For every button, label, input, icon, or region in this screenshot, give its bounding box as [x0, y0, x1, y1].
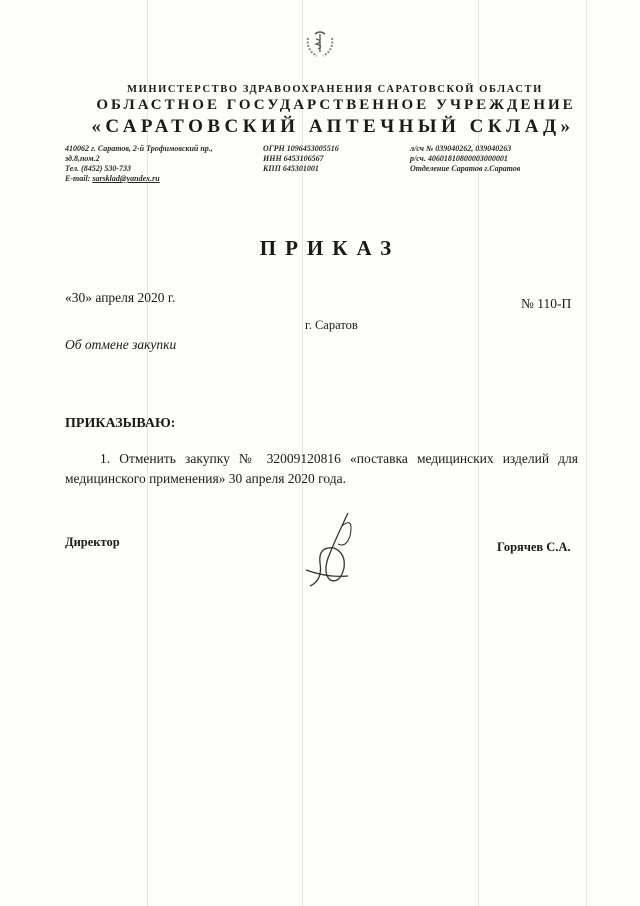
order-city: г. Саратов	[305, 318, 358, 332]
order-number: № 110-П	[521, 296, 572, 311]
address-line: зд.8,пом.2	[65, 154, 100, 163]
signer-name: Горячев С.А.	[497, 540, 571, 554]
inn: ИНН 6453106567	[263, 154, 324, 163]
organization-name: «САРАТОВСКИЙ АПТЕЧНЫЙ СКЛАД»	[91, 116, 575, 137]
account: л/сч № 039040262, 039040263	[410, 144, 512, 153]
settlement-account: р/сч. 40601810800003000001	[410, 154, 508, 163]
order-date: «30» апреля 2020 г.	[65, 290, 176, 305]
order-item: 1. Отменить закупку № 32009120816 «поставка медицинских изделий для медицинского применения» 30 апреля 2020 года.	[65, 451, 578, 486]
order-subject: Об отмене закупки	[65, 337, 177, 352]
registry-block	[263, 144, 339, 174]
emblem-icon	[303, 28, 337, 65]
bank-branch: Отделение Саратов г.Саратов	[410, 164, 521, 173]
phone: Тел. (8452) 530-733	[65, 164, 132, 173]
address-block	[65, 144, 213, 184]
kpp: КПП 645301001	[263, 164, 319, 173]
email-label: E-mail:	[65, 174, 93, 183]
bank-block	[410, 144, 520, 174]
signature-mark	[298, 508, 368, 598]
document-title: ПРИКАЗ	[259, 236, 401, 260]
email-link[interactable]: sarsklad@yandex.ru	[92, 174, 160, 183]
directive-heading: ПРИКАЗЫВАЮ:	[65, 416, 176, 431]
ogrn: ОГРН 1096453005516	[263, 144, 339, 153]
signer-position: Директор	[65, 535, 120, 549]
ministry-heading: МИНИСТЕРСТВО ЗДРАВООХРАНЕНИЯ САРАТОВСКОЙ ОБЛАСТИ	[127, 84, 543, 95]
institution-heading: ОБЛАСТНОЕ ГОСУДАРСТВЕННОЕ УЧРЕЖДЕНИЕ	[96, 97, 576, 113]
address-line: 410062 г. Саратов, 2-й Трофимовский пр.,	[65, 144, 213, 153]
